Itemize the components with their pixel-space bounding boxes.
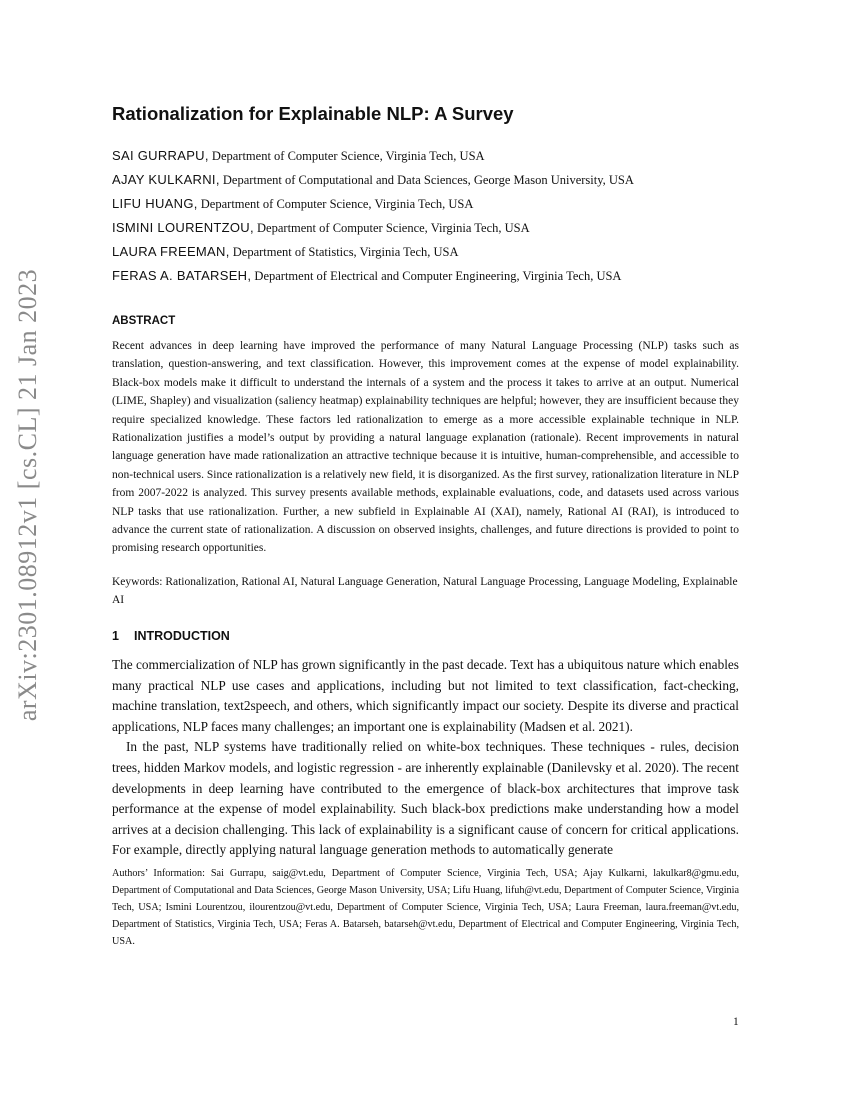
author-name: LAURA FREEMAN, [112,244,230,259]
page-number: 1 [733,1016,739,1028]
paragraph: The commercialization of NLP has grown significantly in the past decade. Text has a ubiquitous nature which enables many practical NLP use cases and applications, including but not limited to text classification, fact-checking, machine translation, text2speech, and others, which significantly impact our society. Despite its diverse and practical applications, NLP faces many challenges; an important one is explainability (Madsen et al. 2021). [112,657,739,734]
author-affiliation: Department of Statistics, Virginia Tech, USA [229,245,459,259]
author-name: ISMINI LOURENTZOU, [112,220,254,235]
section-number: 1 [112,629,119,643]
author-affiliation: Department of Computer Science, Virginia Tech, USA [253,221,530,235]
author-affiliation: Department of Computational and Data Sciences, George Mason University, USA [219,173,634,187]
section-title: INTRODUCTION [134,629,230,643]
keywords: Keywords: Rationalization, Rational AI, Natural Language Generation, Natural Language Processing, Language Modeling, Explainable AI [112,576,738,607]
author-name: SAI GURRAPU, [112,148,209,163]
author-entry [112,242,634,266]
author-name: AJAY KULKARNI, [112,172,220,187]
section-heading [112,629,230,643]
paper-title: Rationalization for Explainable NLP: A Survey [112,103,514,124]
author-entry [112,266,634,290]
arxiv-identifier: arXiv:2301.08912v1 [cs.CL] 21 Jan 2023 [13,268,42,722]
author-entry [112,170,634,194]
author-info-footnote: Authors’ Information: Sai Gurrapu, saig@vt.edu, Department of Computer Science, Virginia Tech, USA; Ajay Kulkarni, lakulkar8@gmu.edu, Department of Computational and Data Sciences, George Mason University, USA; Lifu Huang, lifuh@vt.edu, Department of Computer Science, Virginia Tech, USA; Ismini Lourentzou, ilourentzou@vt.edu, Department of Computer Science, Virginia Tech, USA; Laura Freeman, laura.freeman@vt.edu, Department of Statistics, Virginia Tech, USA; Feras A. Batarseh, batarseh@vt.edu, Department of Electrical and Computer Engineering, Virginia Tech, USA. [112,868,739,947]
author-name: FERAS A. BATARSEH, [112,268,252,283]
paragraph: In the past, NLP systems have traditionally relied on white-box techniques. These techniques - rules, decision trees, hidden Markov models, and logistic regression - are inherently explainable (Danilevsky et al. 2020). The recent developments in deep learning have contributed to the emergence of black-box architectures that improve task performance at the expense of model explainability. Such black-box predictions make understanding how a model arrives at a decision challenging. This lack of explainability is a significant cause of concern for critical applications. For example, directly applying natural language generation methods to automatically generate [112,739,739,858]
author-name: LIFU HUANG, [112,196,198,211]
abstract-heading: ABSTRACT [112,315,176,327]
introduction-body [112,655,739,861]
author-affiliation: Department of Electrical and Computer Engineering, Virginia Tech, USA [251,269,622,283]
author-affiliation: Department of Computer Science, Virginia Tech, USA [208,149,485,163]
author-entry [112,146,634,170]
author-entry [112,218,634,242]
abstract-body: Recent advances in deep learning have improved the performance of many Natural Language Processing (NLP) tasks such as translation, question-answering, and text classification. However, this improvement comes at the expense of model explainability. Black-box models make it difficult to understand the internals of a system and the process it takes to arrive at an output. Numerical (LIME, Shapley) and visualization (saliency heatmap) explainability techniques are helpful; however, they are insufficient because they require specialized knowledge. These factors led rationalization to emerge as a more accessible explainable technique in NLP. Rationalization justifies a model’s output by providing a natural language explanation (rationale). Recent improvements in natural language generation have made rationalization an attractive technique because it is intuitive, human-comprehensible, and accessible to non-technical users. Since rationalization is a relatively new field, it is disorganized. As the first survey, rationalization literature in NLP from 2007-2022 is analyzed. This survey presents available methods, explainable evaluations, code, and datasets used across various NLP tasks that use rationalization. Further, a new subfield in Explainable AI (XAI), namely, Rational AI (RAI), is introduced to advance the current state of rationalization. A discussion on observed insights, challenges, and future directions is provided to point to promising research opportunities. [112,340,739,555]
author-entry [112,194,634,218]
author-affiliation: Department of Computer Science, Virginia Tech, USA [197,197,474,211]
arxiv-stamp [0,0,60,1100]
author-list [112,146,634,290]
